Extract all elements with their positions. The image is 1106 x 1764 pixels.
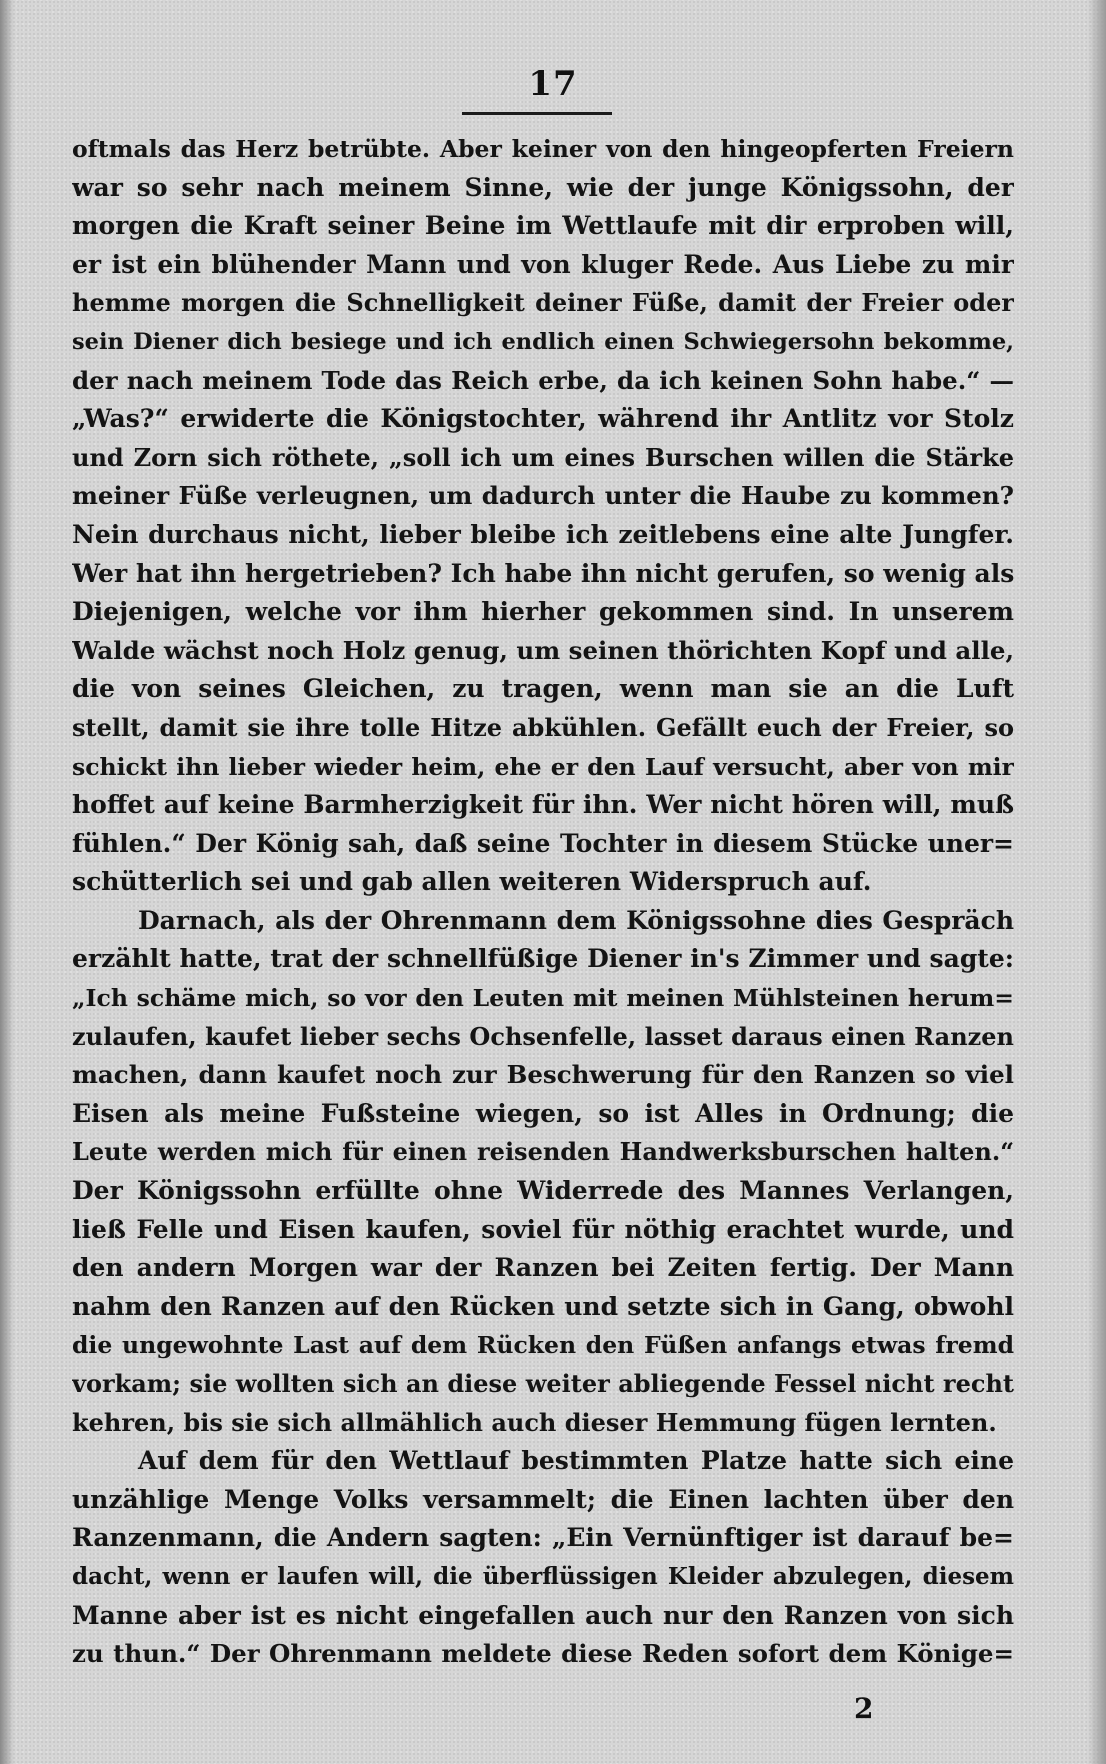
- text-line: morgen die Kraft seiner Beine im Wettlaufe mit dir erproben will,: [72, 211, 1014, 241]
- text-line: der nach meinem Tode das Reich erbe, da ich keinen Sohn habe.“ —: [72, 365, 1014, 395]
- text-line: dacht, wenn er laufen will, die überflüssigen Kleider abzulegen, diesem: [72, 1562, 1014, 1590]
- text-line: ließ Felle und Eisen kaufen, soviel für nöthig erachtet wurde, und: [72, 1214, 1014, 1244]
- text-line: meiner Füße verleugnen, um dadurch unter die Haube zu kommen?: [72, 481, 1014, 511]
- text-line: Darnach, als der Ohrenmann dem Königssohne dies Gespräch: [138, 905, 1014, 935]
- text-line: Wer hat ihn hergetrieben? Ich habe ihn nicht gerufen, so wenig als: [72, 558, 1014, 588]
- text-line: Nein durchaus nicht, lieber bleibe ich zeitlebens eine alte Jungfer.: [72, 519, 1014, 549]
- text-line: schickt ihn lieber wieder heim, ehe er den Lauf versucht, aber von mir: [72, 752, 1014, 781]
- text-line: Leute werden mich für einen reisenden Handwerksburschen halten.“: [72, 1137, 1014, 1167]
- text-line: die von seines Gleichen, zu tragen, wenn man sie an die Luft: [72, 674, 1014, 704]
- text-line: machen, dann kaufet noch zur Beschwerung für den Ranzen so viel: [72, 1060, 1014, 1090]
- text-line: erzählt hatte, trat der schnellfüßige Diener in's Zimmer und sagte:: [72, 944, 1014, 974]
- text-line: und Zorn sich röthete, „soll ich um eines Burschen willen die Stärke: [72, 442, 1014, 472]
- text-line: Manne aber ist es nicht eingefallen auch nur den Ranzen von sich: [72, 1600, 1014, 1630]
- text-line: Eisen als meine Fußsteine wiegen, so ist Alles in Ordnung; die: [72, 1098, 1014, 1128]
- text-line: kehren, bis sie sich allmählich auch dieser Hemmung fügen lernten.: [72, 1407, 997, 1437]
- text-line: hoffet auf keine Barmherzigkeit für ihn. Wer nicht hören will, muß: [72, 790, 1014, 820]
- text-line: oftmals das Herz betrübte. Aber keiner von den hingeopferten Freiern: [72, 135, 1014, 163]
- text-line: „Ich schäme mich, so vor den Leuten mit meinen Mühlsteinen herum=: [72, 984, 1014, 1013]
- text-line: unzählige Menge Volks versammelt; die Einen lachten über den: [72, 1484, 1014, 1514]
- text-line: er ist ein blühender Mann und von kluger Rede. Aus Liebe zu mir: [72, 249, 1014, 279]
- text-line: nahm den Ranzen auf den Rücken und setzte sich in Gang, obwohl: [72, 1291, 1014, 1321]
- text-line: zulaufen, kaufet lieber sechs Ochsenfelle, lasset daraus einen Ranzen: [72, 1021, 1014, 1051]
- text-line: war so sehr nach meinem Sinne, wie der junge Königssohn, der: [72, 172, 1014, 202]
- text-line: vorkam; sie wollten sich an diese weiter abliegende Fessel nicht recht: [72, 1369, 1014, 1398]
- text-line: Auf dem für den Wettlauf bestimmten Platze hatte sich eine: [138, 1446, 1014, 1476]
- body-text: [72, 130, 1014, 1674]
- text-line: die ungewohnte Last auf dem Rücken den Füßen anfangs etwas fremd: [72, 1331, 1014, 1360]
- printer-signature-mark: 2: [854, 1692, 874, 1725]
- page-number-rule: [462, 112, 612, 115]
- text-line: Walde wächst noch Holz genug, um seinen thörichten Kopf und alle,: [72, 635, 1014, 665]
- text-line: schütterlich sei und gab allen weiteren Widerspruch auf.: [72, 867, 872, 897]
- text-line: stellt, damit sie ihre tolle Hitze abkühlen. Gefällt euch der Freier, so: [72, 712, 1014, 742]
- text-line: sein Diener dich besiege und ich endlich einen Schwiegersohn bekomme,: [72, 328, 1014, 355]
- page-edge-left: [0, 0, 14, 1764]
- text-line: Ranzenmann, die Andern sagten: „Ein Vernünftiger ist darauf be=: [72, 1523, 1014, 1553]
- page-edge-right: [1088, 0, 1106, 1764]
- text-line: Der Königssohn erfüllte ohne Widerrede des Mannes Verlangen,: [72, 1176, 1014, 1206]
- text-line: den andern Morgen war der Ranzen bei Zeiten fertig. Der Mann: [72, 1253, 1014, 1283]
- text-line: zu thun.“ Der Ohrenmann meldete diese Reden sofort dem Könige=: [72, 1639, 1014, 1669]
- text-line: fühlen.“ Der König sah, daß seine Tochter in diesem Stücke uner=: [72, 828, 1014, 858]
- text-line: Diejenigen, welche vor ihm hierher gekommen sind. In unserem: [72, 597, 1014, 627]
- text-line: „Was?“ erwiderte die Königstochter, während ihr Antlitz vor Stolz: [72, 404, 1014, 434]
- text-line: hemme morgen die Schnelligkeit deiner Füße, damit der Freier oder: [72, 288, 1014, 318]
- page-number: 17: [528, 64, 578, 104]
